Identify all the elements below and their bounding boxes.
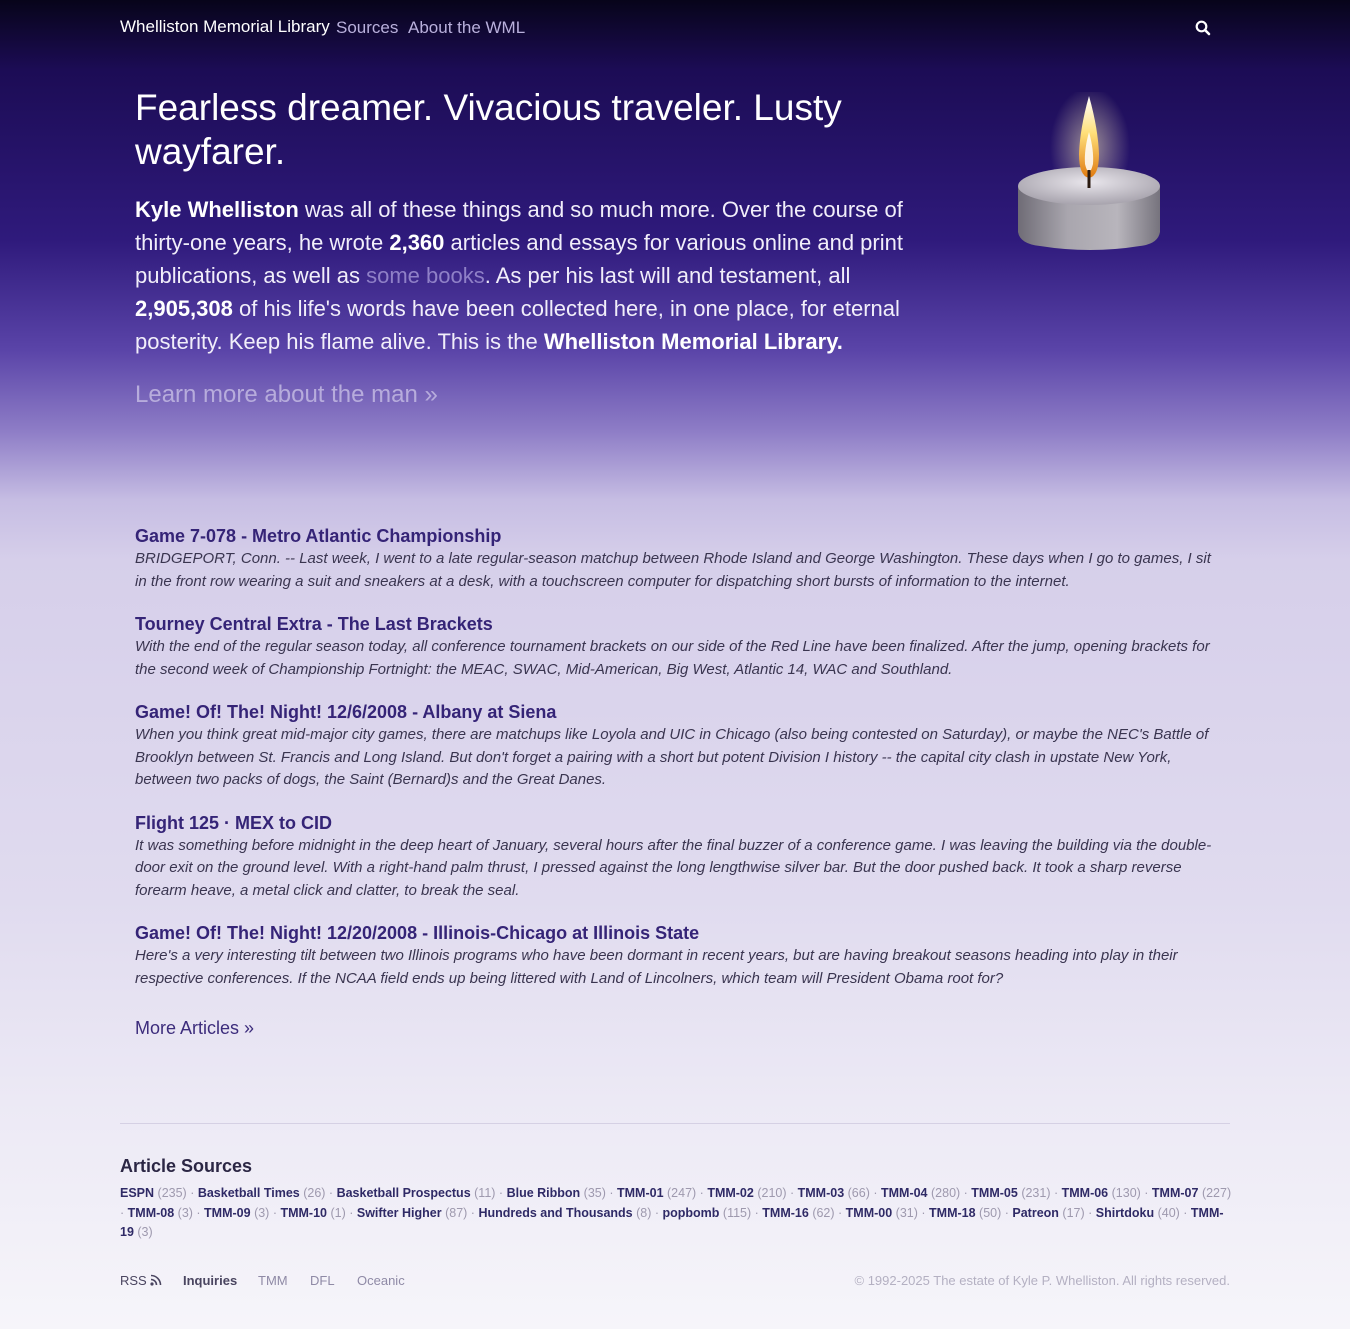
source-separator: ·: [1084, 1205, 1096, 1220]
hero-paragraph: [135, 193, 905, 358]
article-item: [135, 700, 1217, 792]
source-separator: ·: [834, 1205, 846, 1220]
source-separator: ·: [917, 1205, 930, 1220]
divider: [120, 1123, 1230, 1124]
source-separator: ·: [751, 1205, 763, 1220]
source-separator: ·: [495, 1186, 507, 1200]
word-count: 2,905,308: [135, 296, 233, 321]
source-link[interactable]: TMM-04: [880, 1186, 928, 1200]
rss-label: RSS: [120, 1273, 147, 1288]
source-count: (3): [137, 1225, 153, 1239]
source-count: (210): [757, 1186, 787, 1200]
source-separator: ·: [325, 1186, 337, 1200]
source-count: (3): [254, 1205, 270, 1220]
source-separator: ·: [786, 1186, 798, 1200]
source-link[interactable]: Patreon: [1012, 1205, 1059, 1220]
source-count: (35): [583, 1186, 606, 1200]
source-separator: ·: [186, 1186, 198, 1200]
source-separator: ·: [1179, 1205, 1191, 1220]
hero-text-segment: of his life's words have been collected here, in one place, for eternal posterity. Keep his flame alive. This is the: [135, 296, 900, 354]
article-item: [135, 524, 1217, 593]
source-link[interactable]: TMM-16: [762, 1205, 809, 1220]
source-link[interactable]: TMM-08: [127, 1205, 175, 1220]
source-count: (11): [474, 1186, 496, 1200]
source-separator: ·: [269, 1205, 281, 1220]
rss-icon: [150, 1274, 162, 1286]
source-link[interactable]: TMM-09: [204, 1205, 251, 1220]
article-title-link[interactable]: Game 7-078 - Metro Atlantic Championship: [135, 526, 502, 546]
source-link[interactable]: Hundreds and Thousands: [478, 1205, 633, 1220]
source-separator: ·: [345, 1205, 357, 1220]
source-link[interactable]: TMM-01: [617, 1186, 664, 1200]
nav-link-sources[interactable]: Sources: [336, 18, 399, 37]
hero-name: Kyle Whelliston: [135, 197, 299, 222]
oceanic-link[interactable]: Oceanic: [357, 1273, 405, 1288]
source-link[interactable]: Basketball Times: [197, 1186, 300, 1200]
article-count: 2,360: [389, 230, 445, 255]
top-navbar: [0, 0, 1350, 56]
source-count: (17): [1062, 1205, 1085, 1220]
source-link[interactable]: TMM-10: [280, 1205, 327, 1220]
source-count: (62): [812, 1205, 835, 1220]
article-title-link[interactable]: Flight 125 · MEX to CID: [135, 812, 333, 833]
candle-icon: [1010, 92, 1170, 257]
rss-link[interactable]: [120, 1273, 162, 1288]
library-name: Whelliston Memorial Library.: [543, 329, 843, 354]
article-excerpt: It was something before midnight in the deep heart of January, several hours after the final buzzer of a conference game. I was leaving the building via the double-door exit on the ground level. With a right-hand palm thrust, I pressed against the long lengthwise silver bar. But the door pushed back. It took a sharp reverse forearm heave, a metal click and clatter, to break the seal.: [135, 836, 1212, 899]
source-link[interactable]: Blue Ribbon: [506, 1186, 581, 1200]
source-link[interactable]: Basketball Prospectus: [336, 1186, 471, 1200]
source-separator: ·: [467, 1205, 479, 1220]
source-count: (227): [1201, 1186, 1232, 1200]
article-excerpt: With the end of the regular season today, all conference tournament brackets on our side of the Red Line have been finalized. After the jump, opening brackets for the second week of Championship Fortnight: the MEAC, SWAC, Mid-American, Big West, Atlantic 14, WAC and Southland.: [135, 638, 1210, 678]
article-title-link[interactable]: Game! Of! The! Night! 12/20/2008 - Illinois-Chicago at Illinois State: [135, 923, 700, 943]
source-count: (235): [157, 1186, 187, 1200]
books-link[interactable]: some books: [366, 263, 485, 288]
source-link[interactable]: TMM-05: [971, 1186, 1018, 1200]
source-link[interactable]: TMM-00: [845, 1205, 893, 1220]
article-excerpt: BRIDGEPORT, Conn. -- Last week, I went to a late regular-season matchup between Rhode Island and George Washington. These days when I go to games, I sit in the front row wearing a suit and sneakers at a desk, with a touchscreen computer for dispatching short bursts of information to the internet.: [135, 550, 1211, 590]
learn-more-link[interactable]: Learn more about the man »: [135, 381, 438, 408]
source-count: (247): [667, 1186, 697, 1200]
article-title-link[interactable]: Game! Of! The! Night! 12/6/2008 - Albany at Siena: [135, 702, 557, 722]
article-item: [135, 612, 1217, 681]
hero-text-segment: was all of these things and so much more. Over the course of thirty-one years, he wrote: [135, 197, 903, 255]
brand-link[interactable]: Whelliston Memorial Library: [120, 17, 330, 36]
article-excerpt: When you think great mid-major city games, there are matchups like Loyola and UIC in Chicago (also being contested on Saturday), or maybe the NEC's Battle of Brooklyn between St. Francis and Long Island. But don't forget a pairing with a short but potent Division I history -- the capital city clash in upstate New York, between two packs of dogs, the Saint (Bernard)s and the Great Danes.: [135, 726, 1209, 788]
source-count: (26): [303, 1186, 326, 1200]
source-link[interactable]: TMM-02: [707, 1186, 754, 1200]
hero-text-segment: articles and essays for various online and print publications, as well as: [135, 230, 903, 288]
source-link[interactable]: Swifter Higher: [356, 1205, 442, 1220]
source-link[interactable]: ESPN: [120, 1186, 155, 1200]
source-count: (115): [722, 1205, 752, 1220]
source-separator: ·: [696, 1186, 708, 1200]
source-link[interactable]: TMM-19: [120, 1205, 1224, 1239]
source-count: (1): [330, 1205, 346, 1220]
hero-title: Fearless dreamer. Vivacious traveler. Lusty wayfarer.: [135, 87, 842, 172]
source-separator: ·: [192, 1205, 205, 1220]
article-sources-heading: Article Sources: [120, 1156, 253, 1176]
source-count: (87): [445, 1205, 468, 1220]
source-count: (66): [847, 1186, 870, 1200]
copyright-text: © 1992-2025 The estate of Kyle P. Whelliston. All rights reserved.: [854, 1273, 1230, 1288]
source-link[interactable]: TMM-18: [929, 1205, 976, 1220]
article-item: [135, 921, 1217, 990]
article-item: [135, 811, 1217, 903]
source-separator: ·: [1001, 1205, 1013, 1220]
source-link[interactable]: TMM-06: [1061, 1186, 1109, 1200]
source-separator: ·: [869, 1186, 881, 1200]
source-link[interactable]: TMM-07: [1151, 1186, 1199, 1200]
source-count: (8): [636, 1205, 652, 1220]
source-link[interactable]: popbomb: [662, 1205, 720, 1220]
source-separator: ·: [651, 1205, 663, 1220]
source-separator: ·: [120, 1205, 128, 1220]
hero-text-segment: . As per his last will and testament, all: [484, 263, 851, 288]
more-articles-link[interactable]: More Articles »: [135, 1018, 255, 1038]
source-count: (50): [979, 1205, 1002, 1220]
source-separator: ·: [960, 1186, 972, 1200]
article-excerpt: Here's a very interesting tilt between two Illinois programs who have been dormant in recent years, but are having breakout seasons heading into play in their respective conferences. If the NCAA field ends up being littered with Land of Lincolners, which team will President Obama root for?: [135, 947, 1178, 987]
source-count: (130): [1111, 1186, 1141, 1200]
source-separator: ·: [1140, 1186, 1152, 1200]
article-title-link[interactable]: Tourney Central Extra - The Last Brackets: [135, 614, 493, 634]
search-icon[interactable]: [1194, 19, 1212, 37]
tmm-link[interactable]: TMM: [258, 1273, 288, 1288]
source-separator: ·: [1050, 1186, 1062, 1200]
nav-link-about[interactable]: About the WML: [408, 18, 526, 37]
source-count: (31): [895, 1205, 918, 1220]
dfl-link[interactable]: DFL: [310, 1273, 335, 1288]
article-list: [135, 524, 1217, 1009]
source-count: (3): [177, 1205, 193, 1220]
source-count: (40): [1157, 1205, 1180, 1220]
footer: [120, 1273, 1230, 1293]
article-sources-list: [120, 1184, 1232, 1243]
source-count: (280): [931, 1186, 961, 1200]
source-count: (231): [1021, 1186, 1051, 1200]
source-link[interactable]: TMM-03: [797, 1186, 845, 1200]
inquiries-link[interactable]: Inquiries: [183, 1273, 238, 1288]
source-link[interactable]: Shirtdoku: [1095, 1205, 1155, 1220]
source-separator: ·: [605, 1186, 617, 1200]
